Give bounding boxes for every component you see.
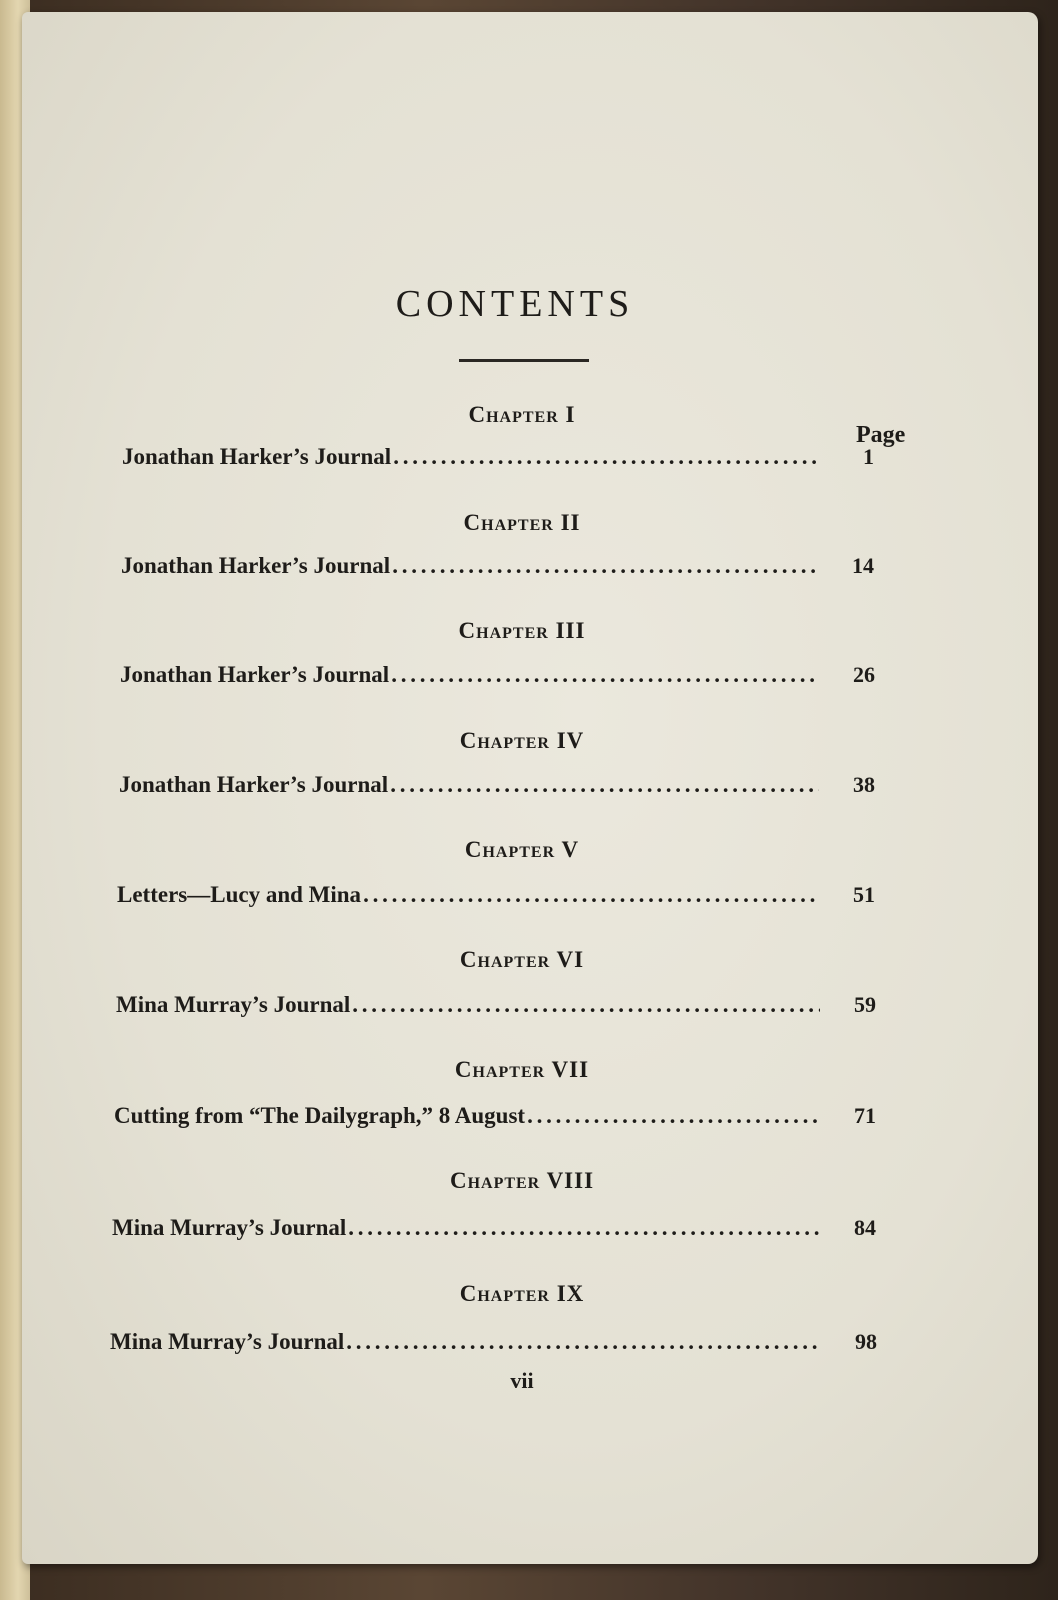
dot-leader [392, 553, 818, 579]
chapter-heading: Chapter VII [454, 1057, 590, 1082]
entry-page-number: 38 [853, 772, 875, 797]
entry-title: Jonathan Harker’s Journal [121, 553, 391, 578]
dot-leader [352, 992, 820, 1018]
entry-title: Letters—Lucy and Mina [117, 882, 362, 907]
entry-page-number: 26 [853, 662, 875, 687]
chapter-heading: Chapter IV [459, 728, 585, 753]
toc-entry[interactable] [114, 1103, 876, 1137]
entry-page-number: 14 [852, 553, 874, 578]
dot-leader [363, 882, 819, 908]
entry-title: Jonathan Harker’s Journal [122, 444, 392, 469]
entry-page-number: 84 [854, 1215, 876, 1240]
chapter-heading: Chapter II [463, 510, 581, 535]
toc-entry[interactable] [117, 882, 875, 916]
page-title: CONTENTS [395, 283, 635, 325]
dot-leader [390, 772, 819, 798]
toc-entry[interactable] [110, 1329, 877, 1363]
dot-leader [393, 444, 818, 470]
chapter-heading: Chapter V [464, 837, 580, 862]
toc-entry[interactable] [112, 1215, 876, 1249]
entry-page-number: 51 [853, 882, 875, 907]
dot-leader [527, 1103, 820, 1129]
chapter-heading: Chapter VI [459, 947, 585, 972]
toc-entry[interactable] [120, 662, 875, 696]
chapter-heading: Chapter IX [459, 1281, 585, 1306]
entry-page-number: 71 [854, 1103, 876, 1128]
title-rule [459, 359, 589, 362]
dot-leader [391, 662, 819, 688]
chapter-heading: Chapter VIII [449, 1168, 595, 1193]
entry-page-number: 1 [863, 444, 874, 469]
entry-page-number: 59 [854, 992, 876, 1017]
toc-entry[interactable] [119, 772, 875, 806]
page-column-label: Page [856, 422, 906, 448]
toc-entry[interactable] [122, 444, 874, 478]
toc-entry[interactable] [116, 992, 876, 1026]
page-folio: vii [510, 1368, 534, 1393]
dot-leader [348, 1215, 820, 1241]
entry-title: Cutting from “The Dailygraph,” 8 August [114, 1103, 526, 1128]
dot-leader [346, 1329, 821, 1355]
entry-title: Jonathan Harker’s Journal [120, 662, 390, 687]
entry-title: Jonathan Harker’s Journal [119, 772, 389, 797]
chapter-heading: Chapter III [458, 618, 586, 643]
chapter-heading: Chapter I [468, 402, 576, 427]
book-page [22, 12, 1038, 1564]
entry-title: Mina Murray’s Journal [116, 992, 351, 1017]
entry-title: Mina Murray’s Journal [112, 1215, 347, 1240]
entry-page-number: 98 [855, 1329, 877, 1354]
toc-entry[interactable] [121, 553, 874, 587]
entry-title: Mina Murray’s Journal [110, 1329, 345, 1354]
